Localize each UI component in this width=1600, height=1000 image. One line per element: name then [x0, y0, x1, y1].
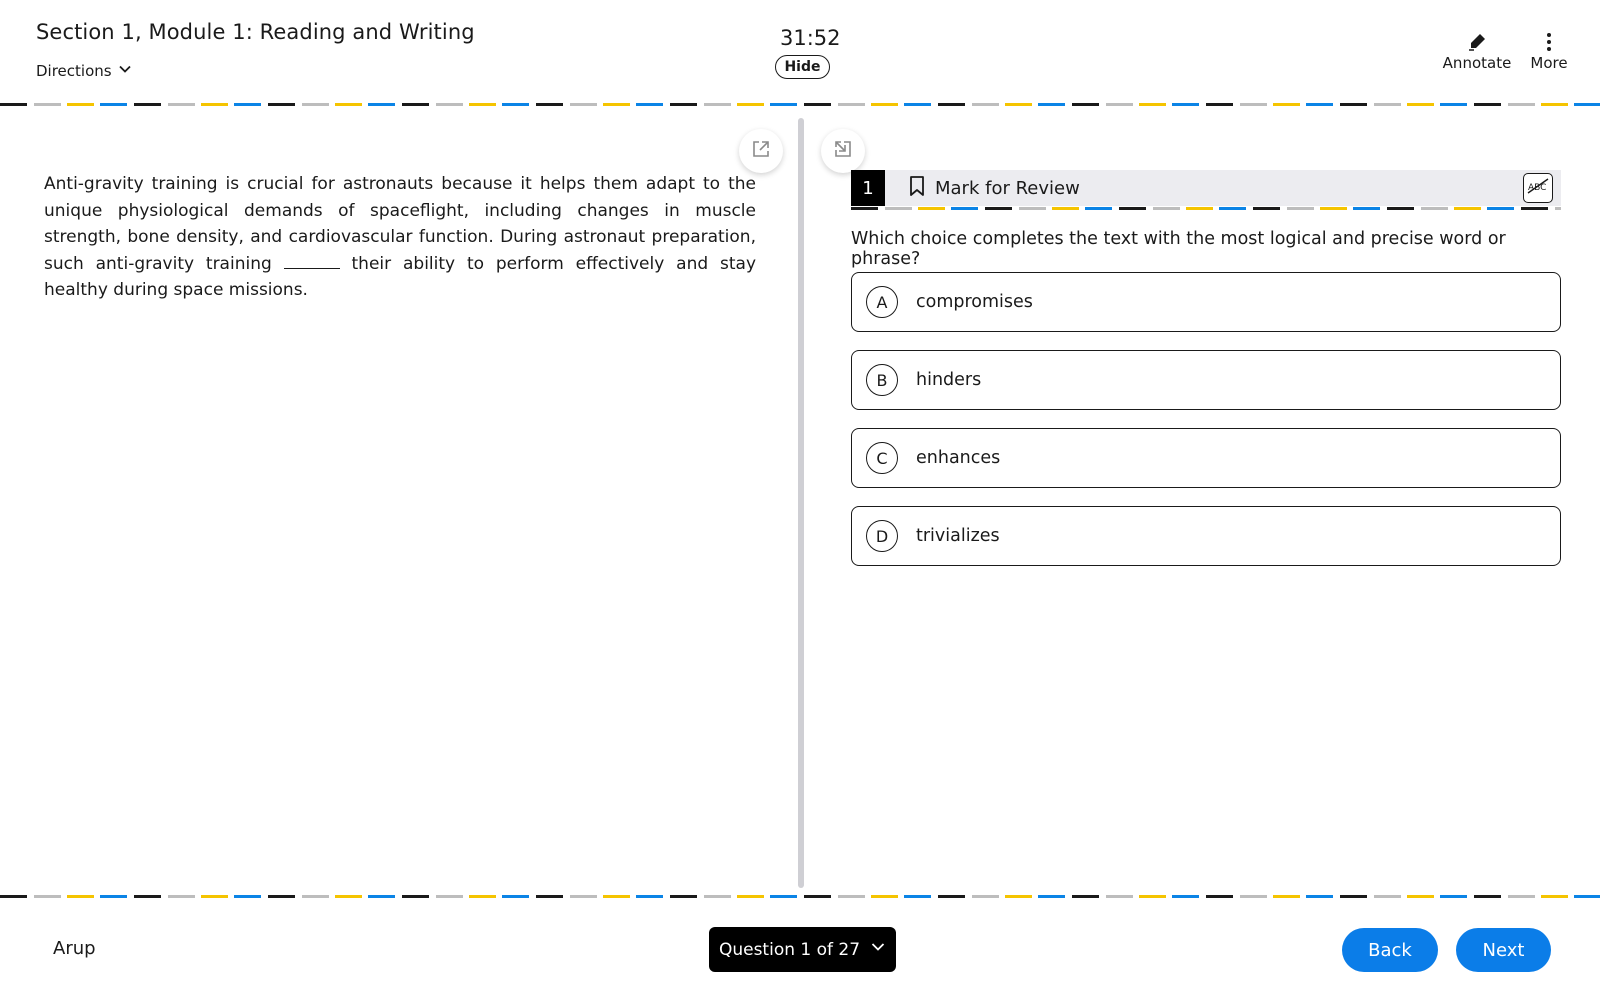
choice-letter: B — [866, 364, 898, 396]
choice-letter: C — [866, 442, 898, 474]
collapse-question-button[interactable] — [821, 129, 865, 173]
pencil-icon — [1466, 30, 1488, 54]
abc-strikethrough-icon — [1526, 177, 1550, 199]
mark-for-review-label: Mark for Review — [935, 177, 1080, 199]
student-name: Arup — [53, 938, 96, 959]
choice-text: compromises — [916, 292, 1033, 312]
top-bar — [0, 0, 1600, 104]
question-prompt: Which choice completes the text with the most logical and precise word or phrase? — [851, 229, 1506, 269]
question-navigator-button[interactable] — [709, 927, 896, 972]
countdown-timer: 31:52 — [780, 26, 841, 50]
annotate-label: Annotate — [1442, 54, 1512, 72]
passage-text — [44, 171, 756, 304]
expand-passage-button[interactable] — [739, 129, 783, 173]
pane-splitter[interactable] — [798, 118, 804, 888]
question-header-divider — [851, 207, 1561, 210]
hide-timer-button[interactable]: Hide — [775, 55, 830, 79]
answer-choice-d[interactable] — [851, 506, 1561, 566]
mark-for-review-button[interactable] — [907, 170, 1080, 206]
passage-before-blank: Anti-gravity training is crucial for astronauts because it helps them adapt to the unique physiological demands of spaceflight, including changes in muscle strength, bone density, and cardiovascular function. During astronaut preparation, such anti-gravity training — [44, 174, 756, 274]
more-label: More — [1530, 54, 1568, 72]
answer-choice-b[interactable] — [851, 350, 1561, 410]
answer-choice-a[interactable] — [851, 272, 1561, 332]
section-title: Section 1, Module 1: Reading and Writing — [36, 20, 475, 44]
choice-letter: A — [866, 286, 898, 318]
choice-text: trivializes — [916, 526, 1000, 546]
directions-label: Directions — [36, 62, 112, 80]
choice-text: enhances — [916, 448, 1001, 468]
choice-text: hinders — [916, 370, 982, 390]
answer-eliminator-button[interactable] — [1523, 173, 1553, 203]
annotate-button[interactable] — [1436, 30, 1518, 72]
question-header — [851, 170, 1561, 206]
more-vertical-icon — [1546, 30, 1552, 54]
expand-icon — [751, 139, 771, 163]
more-menu-button[interactable] — [1523, 30, 1575, 72]
directions-toggle[interactable] — [36, 62, 132, 80]
collapse-icon — [833, 139, 853, 163]
chevron-down-icon — [870, 939, 886, 960]
passage-after-blank: their ability to perform effectively and stay healthy during space missions. — [44, 253, 757, 300]
question-number: 1 — [851, 170, 885, 206]
passage-blank — [284, 253, 340, 269]
bookmark-icon — [907, 175, 927, 202]
next-button[interactable]: Next — [1456, 928, 1551, 972]
question-nav-label: Question 1 of 27 — [718, 939, 861, 960]
svg-text:ABC: ABC — [1528, 183, 1547, 193]
choice-letter: D — [866, 520, 898, 552]
chevron-down-icon — [118, 62, 132, 80]
back-button[interactable]: Back — [1342, 928, 1438, 972]
footer-divider — [0, 895, 1600, 898]
answer-choice-c[interactable] — [851, 428, 1561, 488]
